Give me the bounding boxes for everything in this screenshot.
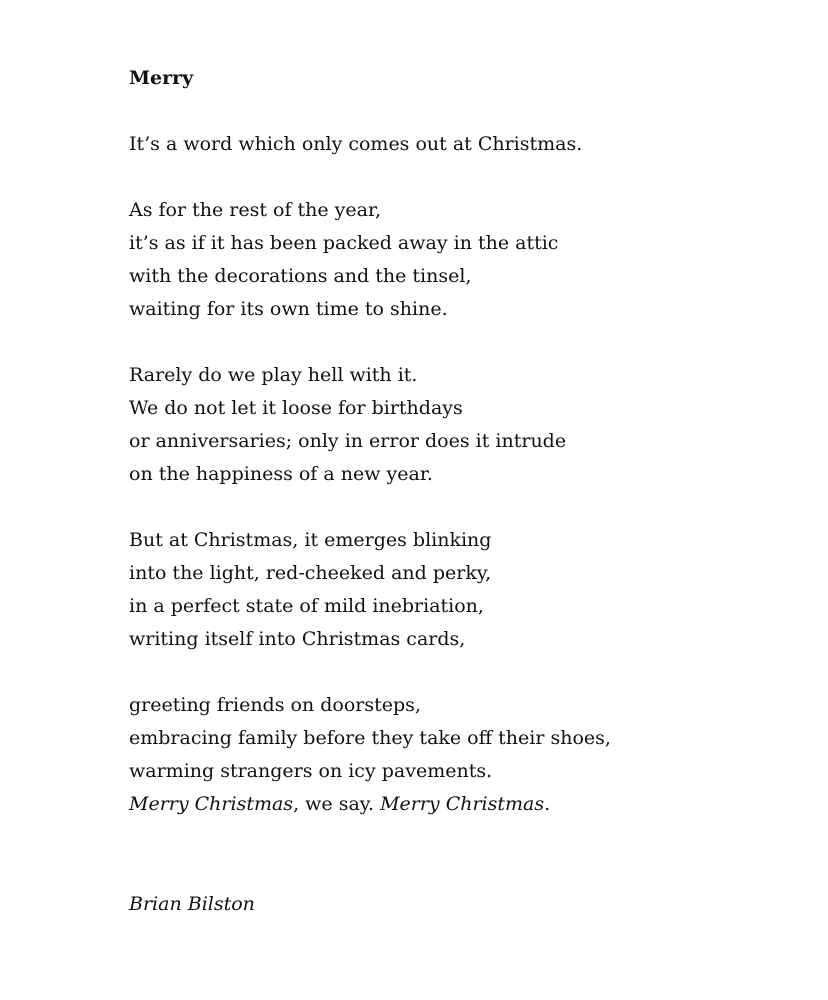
- stanza-4-line-2: into the light, red-cheeked and perky,: [129, 562, 492, 584]
- stanza-1: [129, 128, 789, 161]
- stanza-3-line-1: Rarely do we play hell with it.: [129, 364, 418, 386]
- stanza-4-line-3: in a perfect state of mild inebriation,: [129, 595, 484, 617]
- stanza-1-line-1: It’s a word which only comes out at Christmas.: [129, 133, 583, 155]
- stanza-4: [129, 524, 789, 656]
- stanza-5-line-1: greeting friends on doorsteps,: [129, 694, 421, 716]
- stanza-5-line-4: [129, 788, 789, 821]
- stanza-2-line-3: with the decorations and the tinsel,: [129, 265, 472, 287]
- stanza-3-line-3: or anniversaries; only in error does it intrude: [129, 430, 567, 452]
- stanza-5: [129, 689, 789, 821]
- poem-page: [129, 62, 789, 854]
- closing-period: .: [544, 793, 551, 815]
- stanza-3: [129, 359, 789, 491]
- stanza-5-line-3: warming strangers on icy pavements.: [129, 760, 493, 782]
- stanza-4-line-1: But at Christmas, it emerges blinking: [129, 529, 492, 551]
- italic-phrase-2: Merry Christmas: [380, 793, 545, 815]
- stanza-4-line-4: writing itself into Christmas cards,: [129, 628, 466, 650]
- poem-title: Merry: [129, 67, 194, 89]
- italic-phrase-1: Merry Christmas: [129, 793, 294, 815]
- stanza-2-line-1: As for the rest of the year,: [129, 199, 382, 221]
- stanza-5-line-2: embracing family before they take off their shoes,: [129, 727, 611, 749]
- stanza-2-line-2: it’s as if it has been packed away in the attic: [129, 232, 559, 254]
- plain-phrase: , we say.: [293, 793, 381, 815]
- stanza-3-line-4: on the happiness of a new year.: [129, 463, 433, 485]
- stanza-2-line-4: waiting for its own time to shine.: [129, 298, 448, 320]
- author-name: Brian Bilston: [129, 893, 255, 915]
- stanza-2: [129, 194, 789, 326]
- stanza-3-line-2: We do not let it loose for birthdays: [129, 397, 463, 419]
